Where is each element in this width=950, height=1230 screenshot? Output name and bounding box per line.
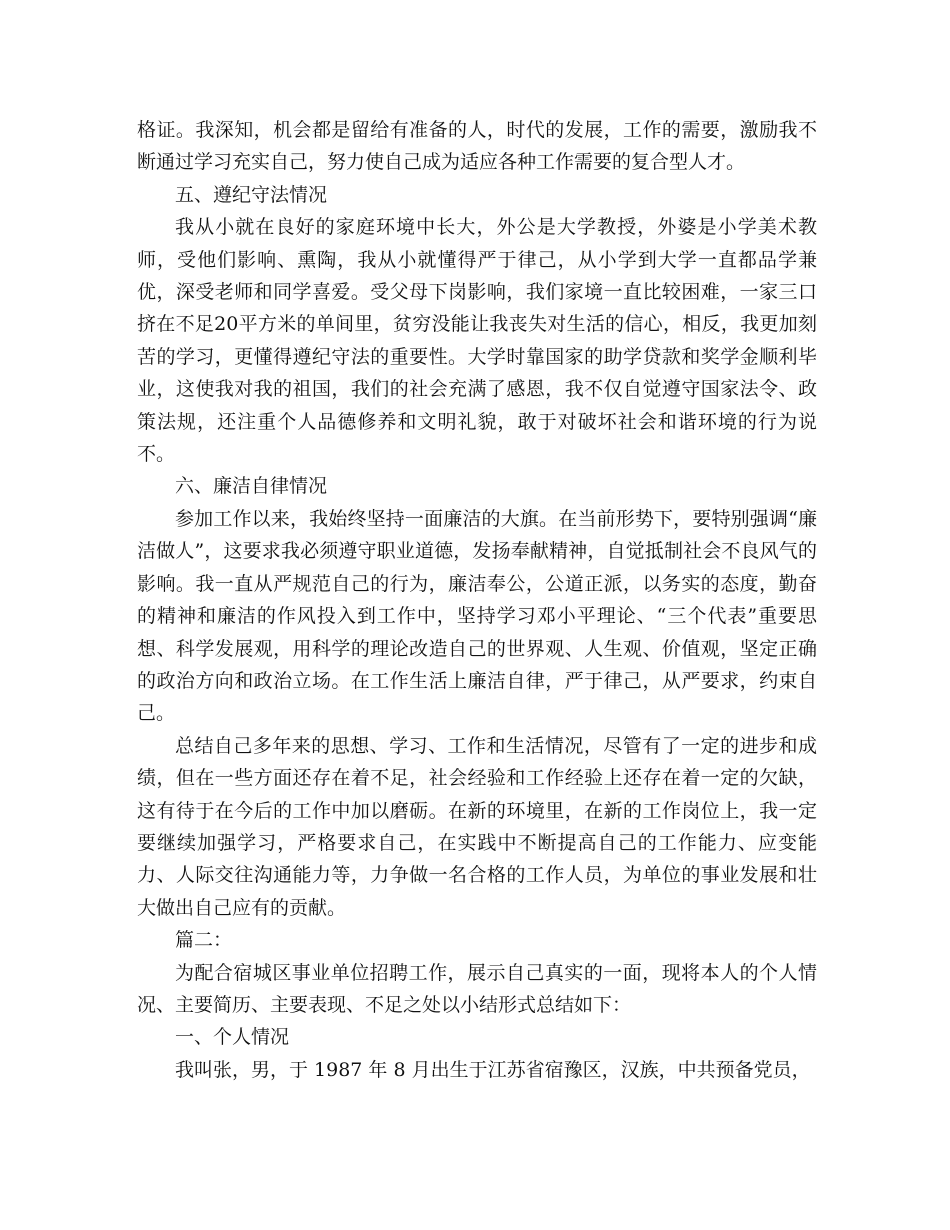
paragraph: 我从小就在良好的家庭环境中长大，外公是大学教授，外婆是小学美术教师，受他们影响、熏陶，我从小就懂得严于律己，从小学到大学一直都品学兼优，深受老师和同学喜爱。受父母下岗影响，我们家境一直比较困难，一家三口挤在不足20平方米的单间里，贫穷没能让我丧失对生活的信心，相反，我更加刻苦的学习，更懂得遵纪守法的重要性。大学时靠国家的助学贷款和奖学金顺利毕业，这使我对我的祖国，我们的社会充满了感恩，我不仅自觉遵守国家法令、政策法规，还注重个人品德修养和文明礼貌，敢于对破坏社会和谐环境的行为说不。 bbox=[137, 216, 817, 466]
part-heading-two: 篇二： bbox=[175, 929, 233, 952]
paragraph: 参加工作以来，我始终坚持一面廉洁的大旗。在当前形势下，要特别强调“廉洁做人”，这要求我必须遵守职业道德，发扬奉献精神，自觉抵制社会不良风气的影响。我一直从严规范自己的行为，廉洁奉公，公道正派，以务实的态度，勤奋的精神和廉洁的作风投入到工作中，坚持学习邓小平理论、“三个代表”重要思想、科学发展观，用科学的理论改造自己的世界观、人生观、价值观，坚定正确的政治方向和政治立场。在工作生活上廉洁自律，严于律己，从严要求，约束自己。 bbox=[137, 507, 817, 725]
paragraph: 总结自己多年来的思想、学习、工作和生活情况，尽管有了一定的进步和成绩，但在一些方面还存在着不足，社会经验和工作经验上还存在着一定的欠缺，这有待于在今后的工作中加以磨砺。在新的环境里，在新的工作岗位上，我一定要继续加强学习，严格要求自己，在实践中不断提高自己的工作能力、应变能力、人际交往沟通能力等，力争做一名合格的工作人员，为单位的事业发展和壮大做出自己应有的贡献。 bbox=[137, 734, 817, 919]
section-heading-six: 六、廉洁自律情况 bbox=[175, 475, 328, 498]
paragraph: 为配合宿城区事业单位招聘工作，展示自己真实的一面，现将本人的个人情况、主要简历、主要表现、不足之处以小结形式总结如下： bbox=[137, 961, 817, 1016]
section-heading-five: 五、遵纪守法情况 bbox=[175, 183, 328, 206]
paragraph-continued: 格证。我深知，机会都是留给有准备的人，时代的发展，工作的需要，激励我不断通过学习充实自己，努力使自己成为适应各种工作需要的复合型人才。 bbox=[137, 119, 817, 174]
paragraph: 我叫张，男，于 1987 年 8 月出生于江苏省宿豫区，汉族，中共预备党员， bbox=[175, 1058, 811, 1081]
document-body bbox=[137, 114, 817, 1086]
section-heading-one: 一、个人情况 bbox=[175, 1026, 290, 1049]
